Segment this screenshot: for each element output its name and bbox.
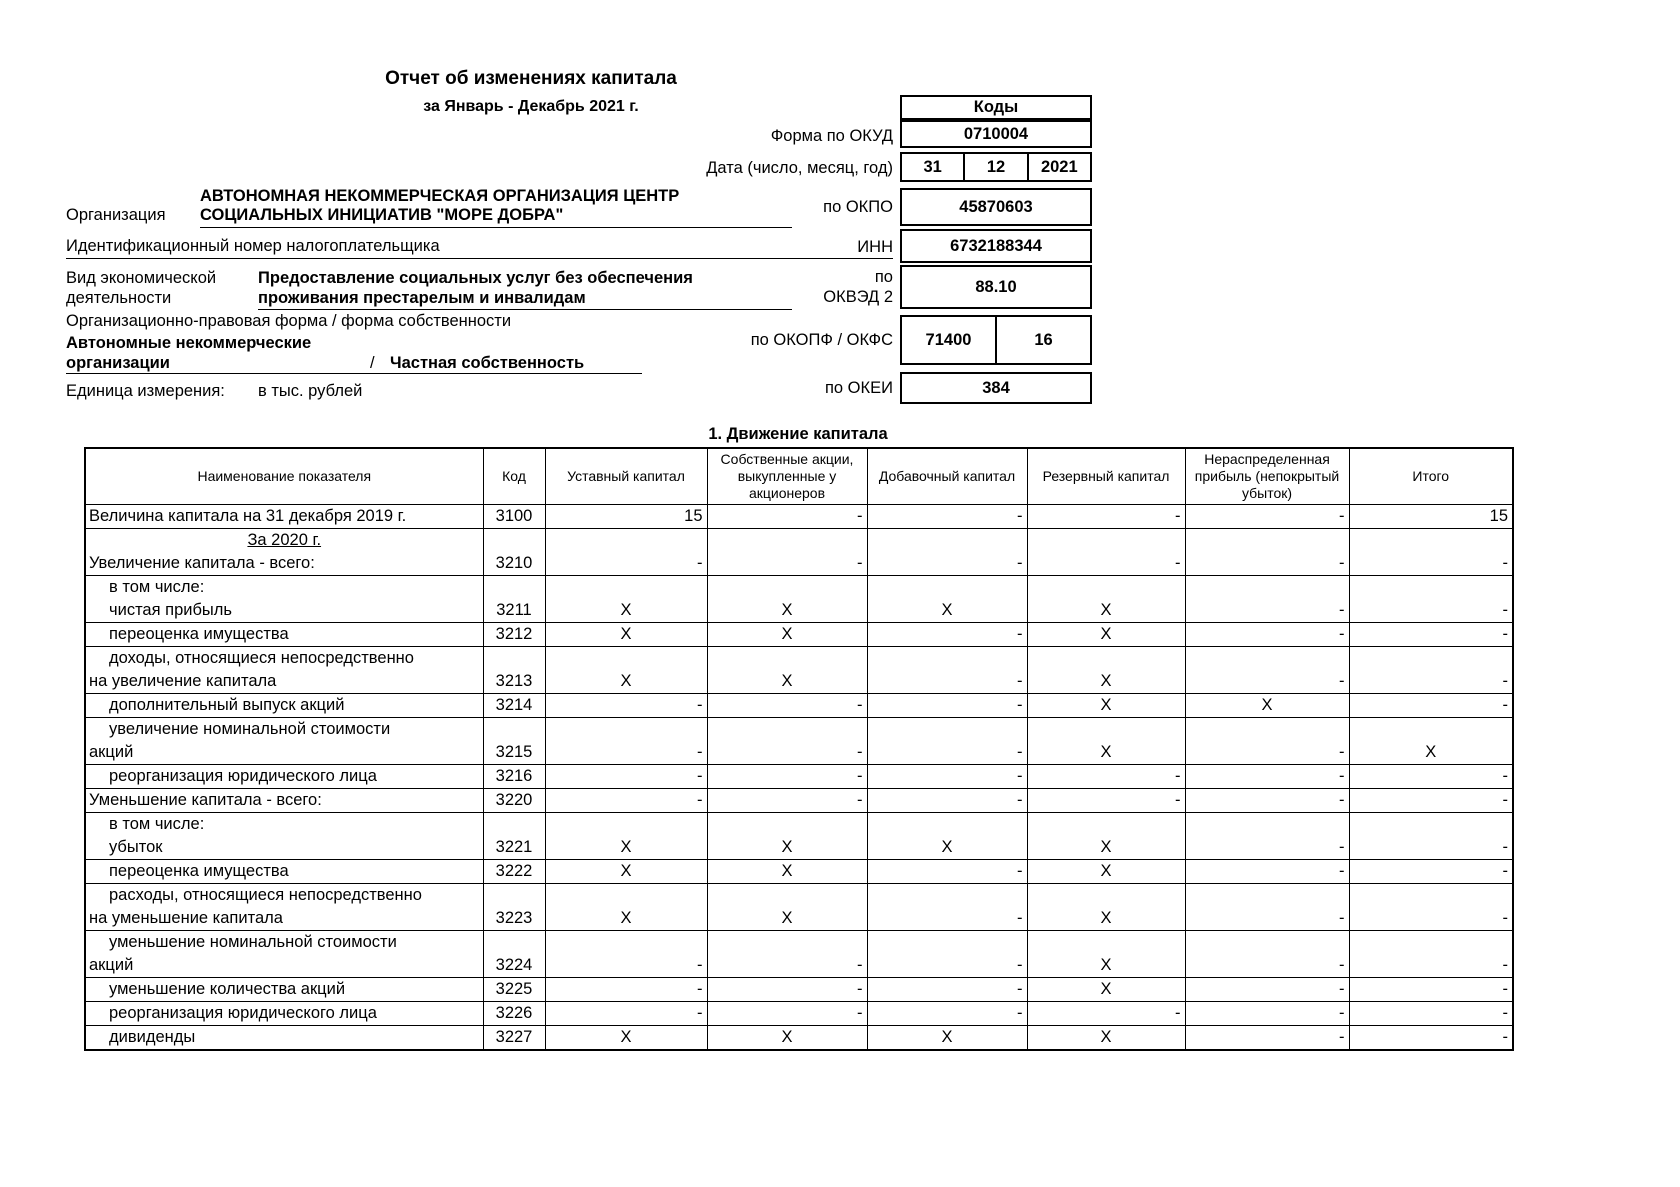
value-cell: X [1027,813,1185,860]
column-header-own-shares: Собственные акции, выкупленные у акционеров [707,448,867,505]
value-cell: X [707,860,867,884]
value-cell: - [545,789,707,813]
row-code: 3225 [483,978,545,1002]
value-cell: - [1185,623,1349,647]
value-cell: - [867,647,1027,694]
value-cell: X [707,813,867,860]
value-cell: - [545,765,707,789]
value-cell: - [1185,647,1349,694]
value-cell: X [867,576,1027,623]
table-row [85,576,1513,623]
row-code: 3222 [483,860,545,884]
value-cell: X [867,1026,1027,1051]
codes-header-box [900,95,1092,120]
okpo-label: по ОКПО [823,198,893,216]
okud-value-box [900,120,1092,148]
value-cell: 15 [1349,505,1513,529]
value-cell: - [707,765,867,789]
value-cell: - [1349,931,1513,978]
value-cell: - [1349,765,1513,789]
table-row [85,884,1513,931]
row-code: 3223 [483,884,545,931]
value-cell: - [545,718,707,765]
row-name: доходы, относящиеся непосредственно на увеличение капитала [85,647,483,694]
value-cell: - [707,718,867,765]
unit-value: в тыс. рублей [258,382,363,400]
capital-table-body [85,505,1513,1051]
row-code: 3210 [483,529,545,576]
row-code: 3220 [483,789,545,813]
value-cell: - [1027,1002,1185,1026]
value-cell: - [1027,765,1185,789]
unit-label: Единица измерения: [66,382,225,400]
value-cell: X [545,860,707,884]
value-cell: - [1349,813,1513,860]
value-cell: - [1349,1002,1513,1026]
value-cell: - [867,789,1027,813]
value-cell: - [867,694,1027,718]
column-header-retained-earnings: Нераспределенная прибыль (непокрытый убыток) [1185,448,1349,505]
value-cell: - [1349,529,1513,576]
value-cell: - [1185,789,1349,813]
inn-label: ИНН [857,238,893,256]
inn-value-box [900,229,1092,263]
value-cell: - [545,694,707,718]
okved-value-box [900,265,1092,309]
row-name: Величина капитала на 31 декабря 2019 г. [85,505,483,529]
value-cell: - [867,718,1027,765]
value-cell: X [1349,718,1513,765]
legal-form-label: Организационно-правовая форма / форма собственности [66,312,512,330]
value-cell: - [1185,860,1349,884]
value-cell: - [1185,529,1349,576]
organization-label: Организация [66,206,166,224]
row-code: 3216 [483,765,545,789]
value-cell: - [1349,694,1513,718]
form-header [0,0,1680,424]
okud-label: Форма по ОКУД [770,127,893,145]
table-row [85,718,1513,765]
row-name: в том числе: чистая прибыль [85,576,483,623]
table-row [85,623,1513,647]
row-code: 3213 [483,647,545,694]
table-row [85,978,1513,1002]
value-cell: X [707,647,867,694]
value-cell: - [867,529,1027,576]
value-cell: - [545,978,707,1002]
okopf-value: 71400 [925,330,972,349]
value-cell: 15 [545,505,707,529]
value-cell: X [1027,860,1185,884]
value-cell: X [1185,694,1349,718]
value-cell: - [867,1002,1027,1026]
value-cell: X [707,623,867,647]
column-header-additional-capital: Добавочный капитал [867,448,1027,505]
value-cell: - [1185,884,1349,931]
page-title: Отчет об изменениях капитала [385,68,677,89]
value-cell: - [1185,505,1349,529]
value-cell: - [1349,789,1513,813]
taxpayer-id-label: Идентификационный номер налогоплательщика [66,237,440,255]
value-cell: - [1349,623,1513,647]
value-cell: X [1027,931,1185,978]
table-row [85,529,1513,576]
date-day: 31 [923,157,942,176]
value-cell: - [545,529,707,576]
column-header-code: Код [483,448,545,505]
okei-value: 384 [982,378,1010,397]
table-row [85,1026,1513,1051]
value-cell: - [1185,765,1349,789]
value-cell: - [1185,1002,1349,1026]
value-cell: - [545,1002,707,1026]
row-name: Уменьшение капитала - всего: [85,789,483,813]
section-title: 1. Движение капитала [708,425,888,443]
table-row [85,860,1513,884]
okopf-okfs-value-box [900,315,1092,365]
date-value-box [900,152,1092,182]
row-code: 3227 [483,1026,545,1051]
value-cell: X [545,813,707,860]
row-code: 3214 [483,694,545,718]
date-month: 12 [963,154,1026,180]
value-cell: - [707,694,867,718]
row-name: За 2020 г. Увеличение капитала - всего: [85,529,483,576]
row-name: переоценка имущества [85,623,483,647]
codes-label: Коды [973,98,1019,116]
inn-value: 6732188344 [950,236,1042,255]
row-name: расходы, относящиеся непосредственно на уменьшение капитала [85,884,483,931]
row-code: 3221 [483,813,545,860]
value-cell: - [1027,529,1185,576]
value-cell: - [1349,1026,1513,1051]
form-separator: / [370,354,375,372]
row-code: 3215 [483,718,545,765]
value-cell: X [1027,718,1185,765]
column-header-charter-capital: Уставный капитал [545,448,707,505]
value-cell: - [1185,978,1349,1002]
value-cell: X [1027,576,1185,623]
okved-value: 88.10 [975,277,1017,296]
row-code: 3100 [483,505,545,529]
table-row [85,694,1513,718]
table-row [85,647,1513,694]
organization-name: АВТОНОМНАЯ НЕКОММЕРЧЕСКАЯ ОРГАНИЗАЦИЯ ЦЕНТР СОЦИАЛЬНЫХ ИНИЦИАТИВ "МОРЕ ДОБРА" [200,187,680,224]
value-cell: - [867,860,1027,884]
value-cell: X [545,576,707,623]
legal-form-value: Автономные некоммерческие организации [66,334,312,372]
row-name: уменьшение номинальной стоимости акций [85,931,483,978]
value-cell: X [707,1026,867,1051]
value-cell: X [707,884,867,931]
value-cell: X [545,1026,707,1051]
column-header-total: Итого [1349,448,1513,505]
table-row [85,505,1513,529]
value-cell: - [1185,718,1349,765]
okei-value-box [900,372,1092,404]
value-cell: X [1027,1026,1185,1051]
okopf-label: по ОКОПФ / ОКФС [750,331,893,349]
okpo-value-box [900,188,1092,226]
row-code: 3224 [483,931,545,978]
row-name: дивиденды [85,1026,483,1051]
value-cell: - [867,931,1027,978]
row-name: реорганизация юридического лица [85,765,483,789]
value-cell: X [545,623,707,647]
value-cell: - [1185,1026,1349,1051]
okei-label: по ОКЕИ [824,379,893,397]
row-code: 3211 [483,576,545,623]
organization-underline [200,227,792,228]
activity-underline [258,309,792,310]
value-cell: - [1349,576,1513,623]
table-row [85,931,1513,978]
value-cell: - [1027,505,1185,529]
page-subtitle: за Январь - Декабрь 2021 г. [423,98,639,115]
value-cell: - [867,623,1027,647]
table-row [85,813,1513,860]
value-cell: - [707,1002,867,1026]
value-cell: - [545,931,707,978]
date-label: Дата (число, месяц, год) [706,159,893,177]
row-code: 3226 [483,1002,545,1026]
value-cell: X [1027,623,1185,647]
table-header-row [85,448,1513,505]
row-name: дополнительный выпуск акций [85,694,483,718]
value-cell: X [1027,694,1185,718]
okud-value: 0710004 [963,124,1029,143]
value-cell: - [867,978,1027,1002]
value-cell: X [1027,884,1185,931]
value-cell: - [707,978,867,1002]
value-cell: - [707,931,867,978]
table-row [85,1002,1513,1026]
date-year: 2021 [1027,154,1090,180]
row-code: 3212 [483,623,545,647]
activity-label: Вид экономической деятельности [66,269,217,307]
value-cell: - [707,789,867,813]
row-name: переоценка имущества [85,860,483,884]
value-cell: - [707,505,867,529]
column-header-reserve-capital: Резервный капитал [1027,448,1185,505]
value-cell: - [1185,931,1349,978]
capital-movement-table [84,447,1514,1051]
value-cell: - [1185,813,1349,860]
table-row [85,789,1513,813]
value-cell: - [1349,860,1513,884]
okfs-value: 16 [995,317,1090,363]
value-cell: X [707,576,867,623]
okved-label: по ОКВЭД 2 [823,268,893,306]
value-cell: - [1349,978,1513,1002]
value-cell: - [867,765,1027,789]
value-cell: - [1349,884,1513,931]
value-cell: - [1349,647,1513,694]
row-name: в том числе: убыток [85,813,483,860]
okpo-value: 45870603 [959,197,1033,216]
row-name: уменьшение количества акций [85,978,483,1002]
row-name: реорганизация юридического лица [85,1002,483,1026]
value-cell: X [867,813,1027,860]
row-name: увеличение номинальной стоимости акций [85,718,483,765]
value-cell: X [1027,978,1185,1002]
value-cell: - [707,529,867,576]
activity-value: Предоставление социальных услуг без обеспечения проживания престарелым и инвалидам [258,269,693,307]
value-cell: - [1027,789,1185,813]
value-cell: X [1027,647,1185,694]
taxpayer-id-underline [66,258,893,259]
value-cell: - [867,884,1027,931]
column-header-indicator: Наименование показателя [85,448,483,505]
value-cell: X [545,884,707,931]
value-cell: - [1185,576,1349,623]
value-cell: X [545,647,707,694]
table-row [85,765,1513,789]
value-cell: - [867,505,1027,529]
legal-form-underline [66,373,642,374]
ownership-value: Частная собственность [390,354,585,372]
